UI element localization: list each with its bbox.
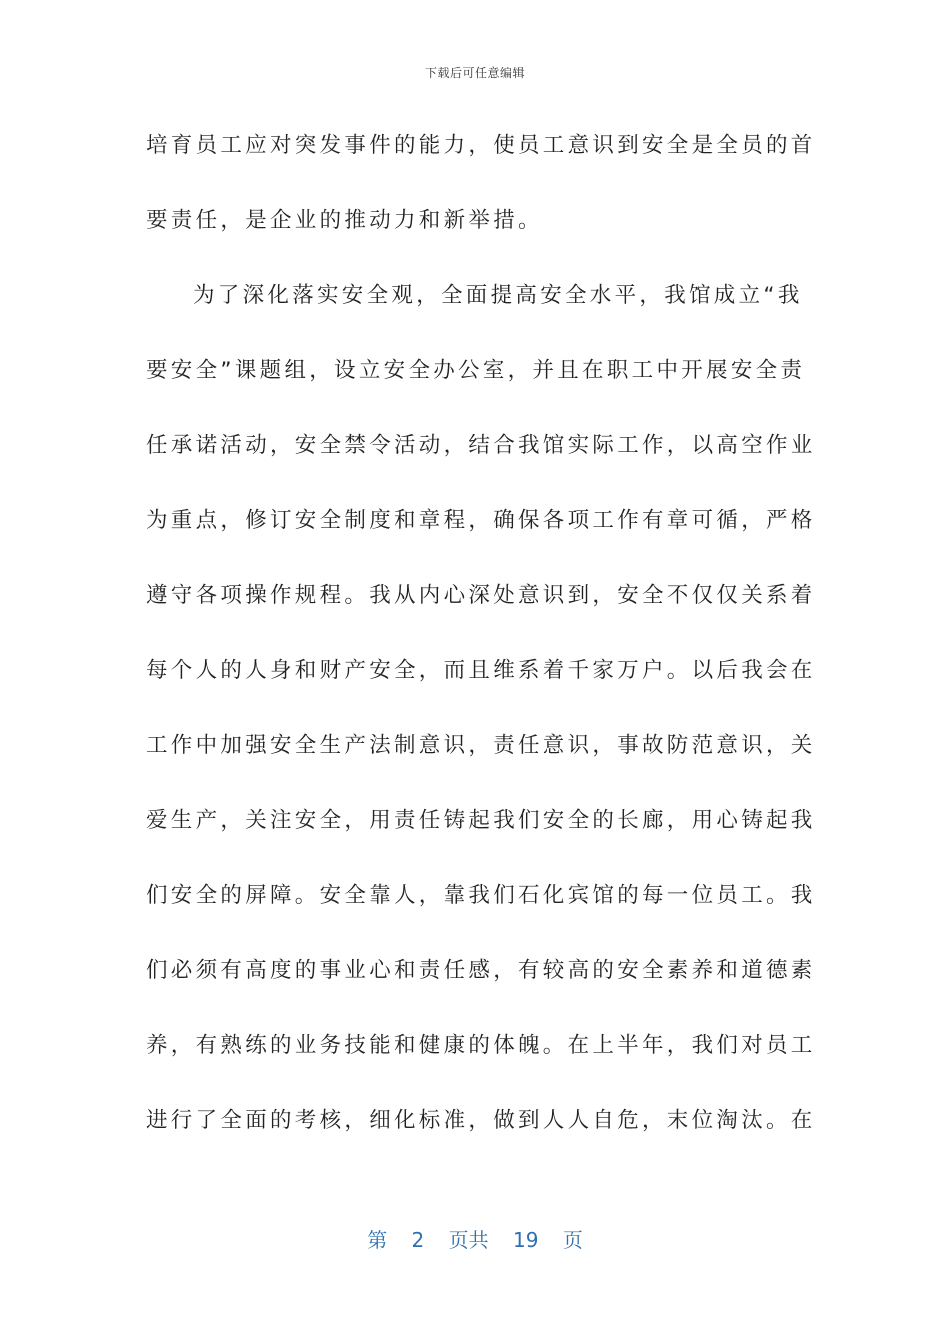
text-line: 爱生产，关注安全，用责任铸起我们安全的长廊，用心铸起我: [146, 808, 816, 833]
text-line: 们安全的屏障。安全靠人，靠我们石化宾馆的每一位员工。我: [146, 883, 816, 908]
text-line: 养，有熟练的业务技能和健康的体魄。在上半年，我们对员工: [146, 1033, 816, 1058]
text-line: 要安全”课题组，设立安全办公室，并且在职工中开展安全责: [146, 358, 806, 383]
text-line: 每个人的人身和财产安全，而且维系着千家万户。以后我会在: [146, 658, 816, 683]
total-pages-number: 19: [513, 1228, 539, 1252]
text-line: 培育员工应对突发事件的能力，使员工意识到安全是全员的首: [146, 133, 816, 158]
page-footer: [0, 1224, 950, 1253]
header-note: 下载后可任意编辑: [424, 66, 525, 80]
text-line: 们必须有高度的事业心和责任感，有较高的安全素养和道德素: [146, 958, 816, 983]
footer-suffix: 页: [562, 1228, 583, 1252]
text-line: 遵守各项操作规程。我从内心深处意识到，安全不仅仅关系着: [146, 583, 816, 608]
text-line: 任承诺活动，安全禁令活动，结合我馆实际工作，以高空作业: [146, 433, 816, 458]
text-line: 为重点，修订安全制度和章程，确保各项工作有章可循，严格: [146, 508, 816, 533]
text-line: 进行了全面的考核，细化标准，做到人人自危，末位淘汰。在: [146, 1108, 816, 1133]
footer-middle: 页共: [448, 1228, 489, 1252]
footer-prefix: 第: [367, 1228, 388, 1252]
current-page-number: 2: [411, 1228, 425, 1252]
text-line: 要责任，是企业的推动力和新举措。: [146, 208, 543, 233]
text-line: 工作中加强安全生产法制意识，责任意识，事故防范意识，关: [146, 733, 816, 758]
text-line: 为了深化落实安全观，全面提高安全水平，我馆成立“我: [193, 283, 803, 308]
body-text: [146, 122, 816, 1172]
